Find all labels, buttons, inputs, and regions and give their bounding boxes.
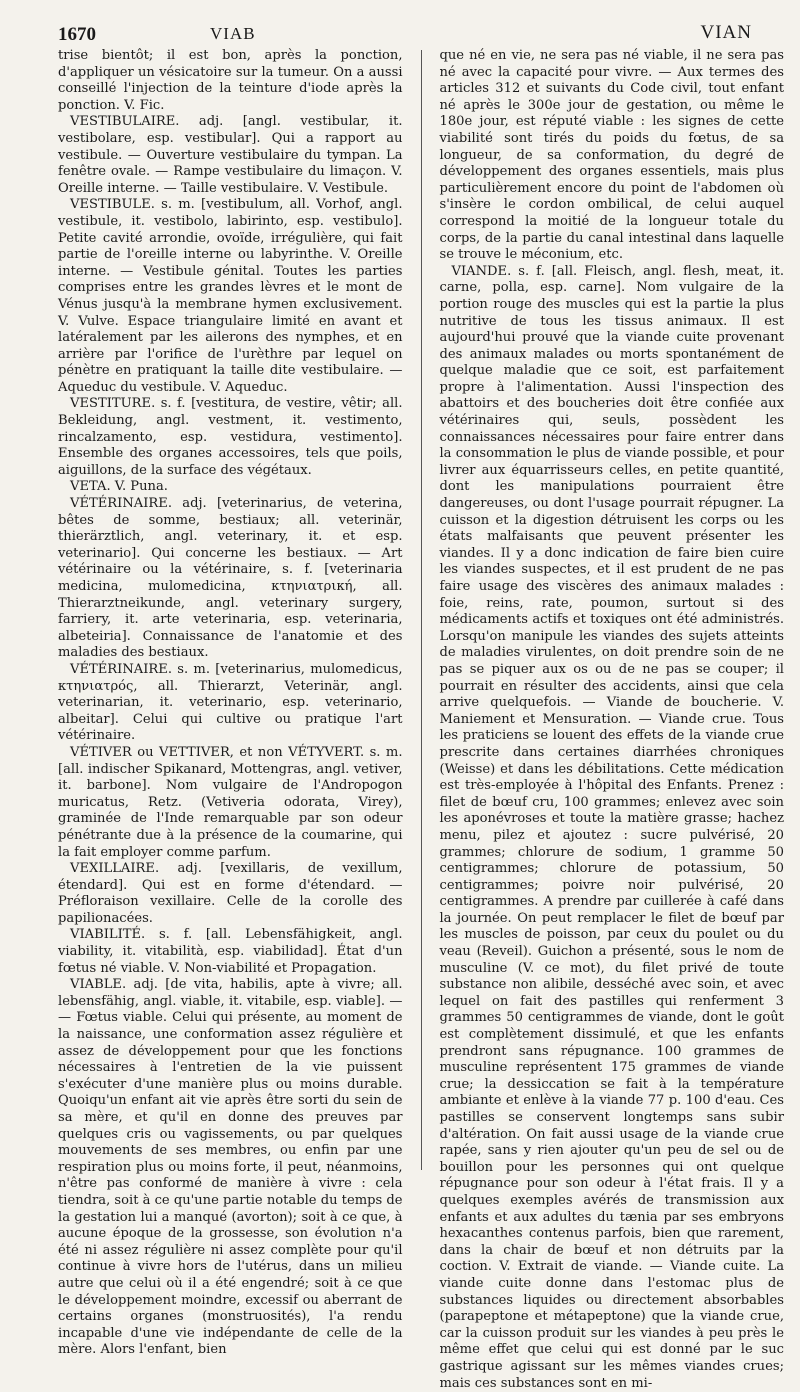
entry-viabilite: VIABILITÉ. s. f. [all. Lebensfähigkeit, angl. viability, it. vitabilità, esp. viabilidad]. État d'un fœtus né viable. V. Non-viabilité et Propagation. [58,927,403,976]
running-head-left: VIAB [210,24,256,43]
entry-vexillaire: VEXILLAIRE. adj. [vexillaris, de vexillum, étendard]. Qui est en forme d'étendard. — Préfloraison vexillaire. Celle de la corolle des papilionacées. [58,861,403,926]
page-number: 1670 [58,24,96,45]
running-head-right: VIAN [700,22,752,43]
entry-vetiver: VÉTIVER ou VETTIVER, et non VÉTYVERT. s. m. [all. indischer Spikanard, Mottengras, angl. vetiver, it. barbone]. Nom vulgaire de l'Andropogon muricatus, Retz. (Vetiveria odorata, Virey), graminée de l'Inde remarquable par son odeur pénétrante due à la présence de la coumarine, qui la fait employer comme parfum. [58,744,403,860]
entry-veterinaire-adj: VÉTÉRINAIRE. adj. [veterinarius, de veterina, bêtes de somme, bestiaux; all. veterinär, thierärztlich, angl. veterinary, it. et esp. veterinario]. Qui concerne les bestiaux. — Art vétérinaire ou la vétérinaire, s. f. [veterinaria medicina, mulomedicina, κτηνιατρική, all. Thierarztneikunde, angl. veterinary surgery, farriery, it. arte veterinaria, esp. veterinaria, albeteiria]. Connaissance de l'anatomie et des maladies des bestiaux. [58,496,403,661]
left-column [58,48,403,1358]
entry-vestibulaire: VESTIBULAIRE. adj. [angl. vestibular, it. vestibolare, esp. vestibular]. Qui a rapport au vestibule. — Ouverture vestibulaire du tympan. La fenêtre ovale. — Rampe vestibulaire du limaçon. V. Oreille interne. — Taille vestibulaire. V. Vestibule. [58,114,403,196]
entry-viable-continuation: que né en vie, ne sera pas né viable, il ne sera pas né avec la capacité pour vivre. — Aux termes des articles 312 et suivants du Code civil, tout enfant né après le 300e jour de gestation, ou même le 180e jour, est réputé viable : les signes de cette viabilité sont tirés du poids du fœtus, de sa longueur, de sa conformation, du degré de développement des organes essentiels, mais plus particulièrement encore du point de l'abdomen où s'insère le cordon ombilical, de celui auquel correspond la moitié de la longueur totale du corps, de la partie du canal intestinal dans laquelle se trouve le méconium, etc. [439,48,784,263]
entry-vestibule: VESTIBULE. s. m. [vestibulum, all. Vorhof, angl. vestibule, it. vestibolo, labirinto, esp. vestibulo]. Petite cavité arrondie, ovoïde, irrégulière, qui fait partie de l'oreille interne ou labyrinthe. V. Oreille interne. — Vestibule génital. Toutes les parties comprises entre les grandes lèvres et le mont de Vénus jusqu'à la membrane hymen exclusivement. V. Vulve. Espace triangulaire limité en avant et latéralement par les ailerons des nymphes, et en arrière par l'orifice de l'urèthre par lequel on pénètre en pratiquant la taille dite vestibulaire. — Aqueduc du vestibule. V. Aqueduc. [58,197,403,395]
text-columns [58,48,784,1391]
right-column [439,48,784,1391]
column-divider [421,50,422,1170]
entry-veterinaire-noun: VÉTÉRINAIRE. s. m. [veterinarius, mulomedicus, κτηνιατρός, all. Thierarzt, Veterinär, angl. veterinarian, it. veterinario, esp. veterinario, albeitar]. Celui qui cultive ou pratique l'art vétérinaire. [58,661,403,744]
entry-viable: VIABLE. adj. [de vita, habilis, apte à vivre; all. lebensfähig, angl. viable, it. vitabile, esp. viable]. — — Fœtus viable. Celui qui présente, au moment de la naissance, une conformation assez régulière et assez de développement pour que les fonctions nécessaires à l'entretien de la vie puissent s'exécuter d'une manière plus ou moins durable. Quoiqu'un enfant ait vie après être sorti du sein de sa mère, et qu'il en donne des preuves par quelques cris ou vagissements, ou par quelques mouvements de ses membres, ou enfin par une respiration plus ou moins forte, il peut, néanmoins, n'être pas conformé de manière à vivre : cela tiendra, soit à ce qu'une partie notable du temps de la gestation lui a manqué (avorton); soit à ce que, à aucune époque de la grossesse, son évolution n'a été ni assez régulière ni assez complète pour qu'il continue à vivre hors de l'utérus, dans un milieu autre que celui où il a été engendré; soit à ce que le développement moindre, excessif ou aberrant de certains organes (monstruosités), l'a rendu incapable d'une vie indépendante de celle de la mère. Alors l'enfant, bien [58,977,403,1358]
entry-vestiture: VESTITURE. s. f. [vestitura, de vestire, vêtir; all. Bekleidung, angl. vestment, it. vestimento, rincalzamento, esp. vestidura, vestimento]. Ensemble des organes accessoires, tels que poils, aiguillons, de la surface des végétaux. [58,396,403,478]
page-header [58,18,784,48]
entry-continuation: trise bientôt; il est bon, après la ponction, d'appliquer un vésicatoire sur la tumeur. On a aussi conseillé l'injection de la teinture d'iode après la ponction. V. Fic. [58,48,403,113]
entry-veta: VETA. V. Puna. [70,479,168,495]
entry-viande: VIANDE. s. f. [all. Fleisch, angl. flesh, meat, it. carne, polla, esp. carne]. Nom vulgaire de la portion rouge des muscles qui est la partie la plus nutritive de tous les tissus animaux. Il est aujourd'hui prouvé que la viande cuite provenant des animaux malades ou morts spontanément de quelque maladie que ce soit, est parfaitement propre à l'alimentation. Aussi l'inspection des abattoirs et des boucheries doit être confiée aux vétérinaires qui, seuls, possèdent les connaissances nécessaires pour faire entrer dans la consommation le plus de viande possible, et pour livrer aux équarrisseurs celles, en petite quantité, dont les manipulations pourraient être dangereuses, ou dont l'usage pourrait répugner. La cuisson et la digestion détruisent les corps ou les états malfaisants que peuvent présenter les viandes. Il y a donc indication de faire bien cuire les viandes suspectes, et il est prudent de ne pas faire usage des viscères des animaux malades : foie, reins, rate, poumon, surtout si des médicaments actifs et toxiques ont été administrés. Lorsqu'on manipule les viandes des sujets atteints de maladies virulentes, on doit prendre soin de ne pas se piquer aux os ou de ne pas se couper; il pourrait en résulter des accidents, ainsi que cela arrive quelquefois. — Viande de boucherie. V. Maniement et Mensuration. — Viande crue. Tous les praticiens se louent des effets de la viande crue prescrite dans certaines diarrhées chroniques (Weisse) et dans les débilitations. Cette médication est très-employée à l'hôpital des Enfants. Prenez : filet de bœuf cru, 100 grammes; enlevez avec soin les aponévroses et toute la matière grasse; hachez menu, pilez et ajoutez : sucre pulvérisé, 20 grammes; chlorure de sodium, 1 gramme 50 centigrammes; chlorure de potassium, 50 centigrammes; poivre noir pulvérisé, 20 centigrammes. A prendre par cuillerée à café dans la journée. On peut remplacer le filet de bœuf par les muscles de poisson, par ceux du poulet ou du veau (Reveil). Guichon a présenté, sous le nom de musculine (V. ce mot), du filet privé de toute substance non alibile, desséché avec soin, et avec lequel on fait des pastilles qui renferment 3 grammes 50 centigrammes de viande, dont le goût est complètement dissimulé, et que les enfants prendront sans répugnance. 100 grammes de musculine représentent 175 grammes de viande crue; la dessiccation se fait à la température ambiante et enlève à la viande 77 p. 100 d'eau. Ces pastilles se conservent longtemps sans subir d'altération. On fait aussi usage de la viande crue rapée, sans y rien ajouter qu'un peu de sel ou de bouillon pour les personnes qui ont quelque répugnance pour son odeur à l'état frais. Il y a quelques exemples avérés de transmission aux enfants et aux adultes du tænia par ses embryons hexacanthes contenus parfois, bien que rarement, dans la chair de bœuf et non détruits par la coction. V. Extrait de viande. — Viande cuite. La viande cuite donne dans l'estomac plus de substances liquides ou directement absorbables (parapeptone et métapeptone) que la viande crue, car la cuisson produit sur les viandes à peu près le même effet que celui qui est donné par le suc gastrique agissant sur les mêmes viandes crues; mais ces substances sont en mi- [439,263,784,1391]
